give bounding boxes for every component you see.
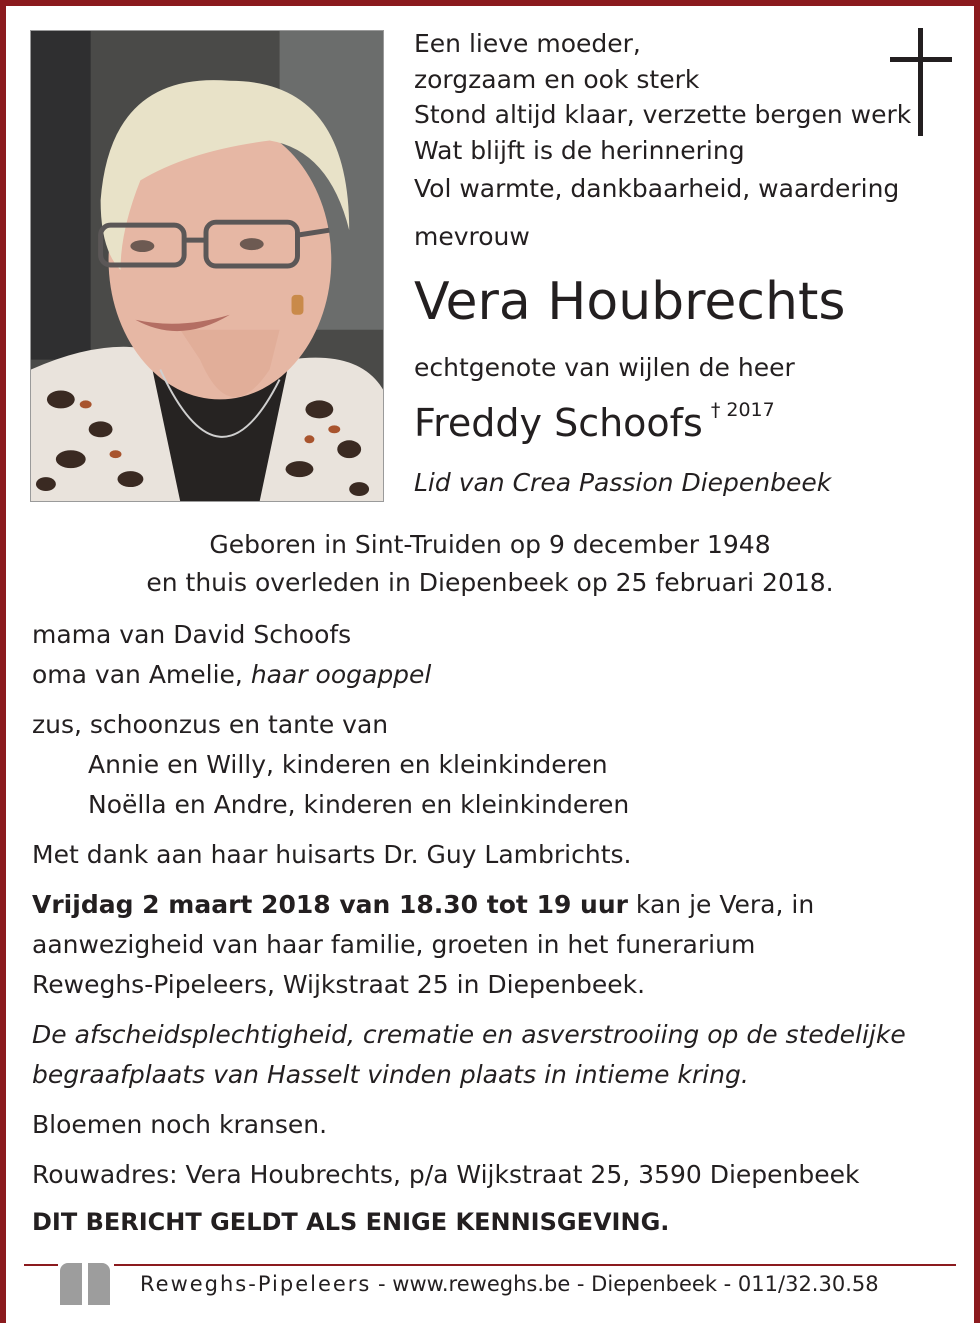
spouse-name: Freddy Schoofs xyxy=(414,401,703,445)
family-oma xyxy=(32,660,431,689)
poem xyxy=(414,26,914,207)
spouse-intro: echtgenote van wijlen de heer xyxy=(414,353,795,382)
spouse-year: † 2017 xyxy=(710,399,775,421)
visit-line-3: Reweghs-Pipeleers, Wijkstraat 25 in Diepenbeek. xyxy=(32,970,646,999)
cross-icon xyxy=(890,28,952,136)
footer-brand: Reweghs-Pipeleers xyxy=(140,1272,372,1296)
deceased-name: Vera Houbrechts xyxy=(414,272,846,332)
notice: DIT BERICHT GELDT ALS ENIGE KENNISGEVING. xyxy=(32,1208,670,1236)
address: Rouwadres: Vera Houbrechts, p/a Wijkstraat 25, 3590 Diepenbeek xyxy=(32,1160,860,1189)
death-line: en thuis overleden in Diepenbeek op 25 februari 2018. xyxy=(146,568,834,597)
family-mama: mama van David Schoofs xyxy=(32,620,352,649)
title: mevrouw xyxy=(414,222,530,251)
visit-line-2: aanwezigheid van haar familie, groeten in het funerarium xyxy=(32,930,756,959)
sibling-line: Annie en Willy, kinderen en kleinkinderen xyxy=(88,750,608,779)
ceremony-line: begraafplaats van Hasselt vinden plaats in intieme kring. xyxy=(32,1060,749,1089)
spouse-name-line xyxy=(414,401,775,445)
membership: Lid van Crea Passion Diepenbeek xyxy=(414,468,832,497)
portrait-photo xyxy=(30,30,384,502)
siblings-intro: zus, schoonzus en tante van xyxy=(32,710,389,739)
visit-text: kan je Vera, in xyxy=(627,890,815,919)
footer-rule xyxy=(24,1264,956,1266)
funeral-home-logo xyxy=(58,1257,114,1305)
poem-line: zorgzaam en ook sterk xyxy=(414,64,700,94)
visit-line-1 xyxy=(32,890,814,919)
flowers: Bloemen noch kransen. xyxy=(32,1110,328,1139)
visit-date: Vrijdag 2 maart 2018 van 18.30 tot 19 uur xyxy=(32,890,628,919)
thanks: Met dank aan haar huisarts Dr. Guy Lambrichts. xyxy=(32,840,632,869)
poem-line: Stond altijd klaar, verzette bergen werk xyxy=(414,100,912,129)
oma-italic: haar oogappel xyxy=(250,660,432,689)
poem-line: Vol warmte, dankbaarheid, waardering xyxy=(414,174,900,203)
oma-text: oma van Amelie, xyxy=(32,660,251,689)
poem-line: Een lieve moeder, xyxy=(414,29,641,58)
footer-contact: - www.reweghs.be - Diepenbeek - 011/32.30.58 xyxy=(371,1272,879,1296)
sibling-line: Noëlla en Andre, kinderen en kleinkinderen xyxy=(88,790,630,819)
birth-line: Geboren in Sint-Truiden op 9 december 1948 xyxy=(209,530,771,559)
footer xyxy=(140,1272,879,1296)
ceremony-line: De afscheidsplechtigheid, crematie en asverstrooiing op de stedelijke xyxy=(32,1020,906,1049)
poem-line: Wat blijft is de herinnering xyxy=(414,135,745,165)
